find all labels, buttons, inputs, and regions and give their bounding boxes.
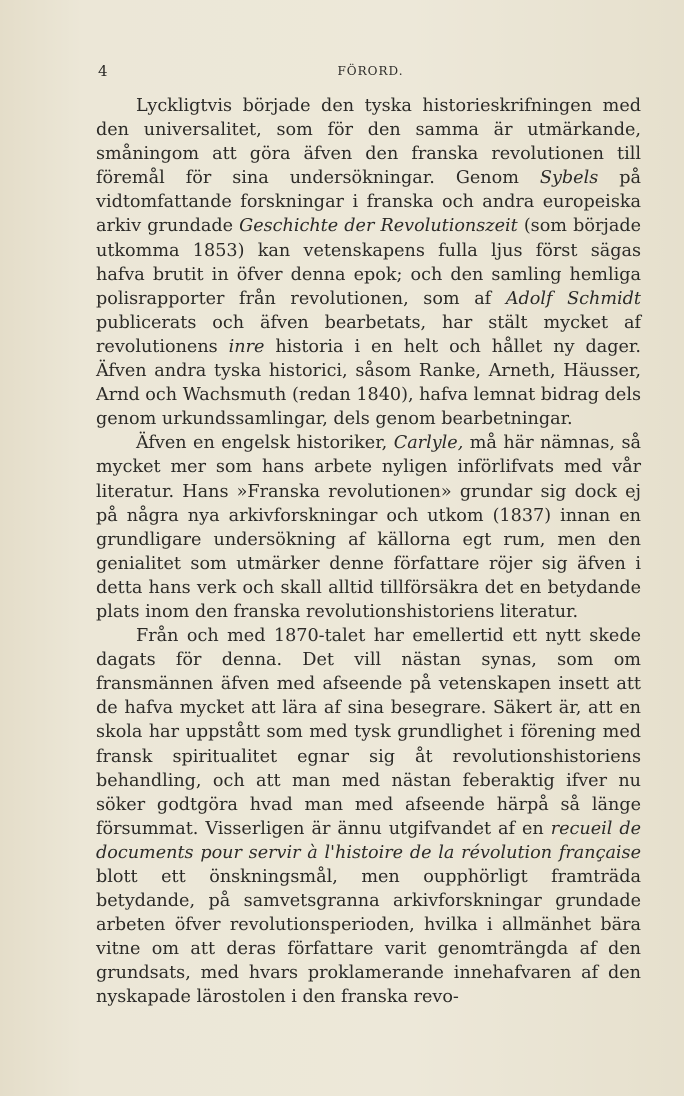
text-segment: Från och med 1870-talet har emellertid ett nytt skede dagats för denna. Det vill nästan synas, som om fransmännen äfven med afseende på vetenskapen insett att de hafva mycket att lära af sina besegrare. Säkert är, att en skola har uppstått som med tysk grundlighet i förening med fransk spiritualitet egnar sig åt revolutionshistoriens behandling, och att man med nästan feberaktig ifver nu söker godtgöra hvad man med afseende härpå så länge försummat. Visserligen är ännu utgifvandet af en [96,626,641,839]
text-segment: (som började utkomma 1853) kan vetenskapens fulla ljus först sägas hafva brutit in öfver denna epok; och den samling hemliga polisrapporter från revolutionen, som af [96,216,642,309]
text-segment: historia i en helt och hållet ny dager. Äfven andra tyska historici, såsom Ranke, Arneth, Häusser, Arnd och Wachsmuth (redan 1840), hafva lemnat bidrag dels genom urkundssamlingar, dels genom bearbetningar. [96,336,641,430]
paragraph-3 [96,624,641,1010]
italic-word-inre: inre [228,336,265,357]
text-segment: Lyckligtvis började den tyska historieskrifningen med den universalitet, som för den samma är utmärkande, småningom att göra äfven den franska revolutionen till föremål för sina undersökningar. Genom [96,96,641,189]
text-segment: blott ett önskningsmål, men oupphörligt framträda betydande, på samvetsgranna arkivforskningar grundade arbeten öfver revolutionsperioden, hvilka i allmänhet bära vitne om att deras författare varit genomträngda af den grundsats, med hvars proklamerande innehafvaren af den nyskapade lärostolen i den franska revo- [96,867,641,1008]
running-title: FÖRORD. [337,64,404,78]
italic-french-title: recueil de documents pour servir à l'histoire de la révolution française [96,818,641,863]
italic-author-carlyle: Carlyle, [393,433,464,454]
paragraph-1 [96,94,641,431]
text-segment: publicerats och äfven bearbetats, har stält mycket af revolutionens [96,312,641,357]
text-segment: Äfven en engelsk historiker, [136,433,394,454]
body-text [96,94,641,1010]
paragraph-2 [96,431,641,624]
italic-author-sybels: Sybels [539,168,599,189]
page-header [98,62,643,82]
italic-author-schmidt: Adolf Schmidt [505,288,641,309]
page-number: 4 [98,62,109,80]
text-segment: på vidtomfattande forskningar i franska och andra europeiska arkiv grundade [96,168,641,237]
italic-work-title: Geschichte der Revolutionszeit [239,216,518,237]
text-segment: må här nämnas, så mycket mer som hans arbete nyligen införlifvats med vår literatur. Hans »Franska revolutionen» grundar sig dock ej på några nya arkivforskningar och utkom (1837) innan en grundligare undersökning af källorna egt rum, men den genialitet som utmärker denne författare röjer sig äfven i detta hans verk och skall alltid tillförsäkra det en betydande plats inom den franska revolutionshistoriens literatur. [96,433,641,622]
